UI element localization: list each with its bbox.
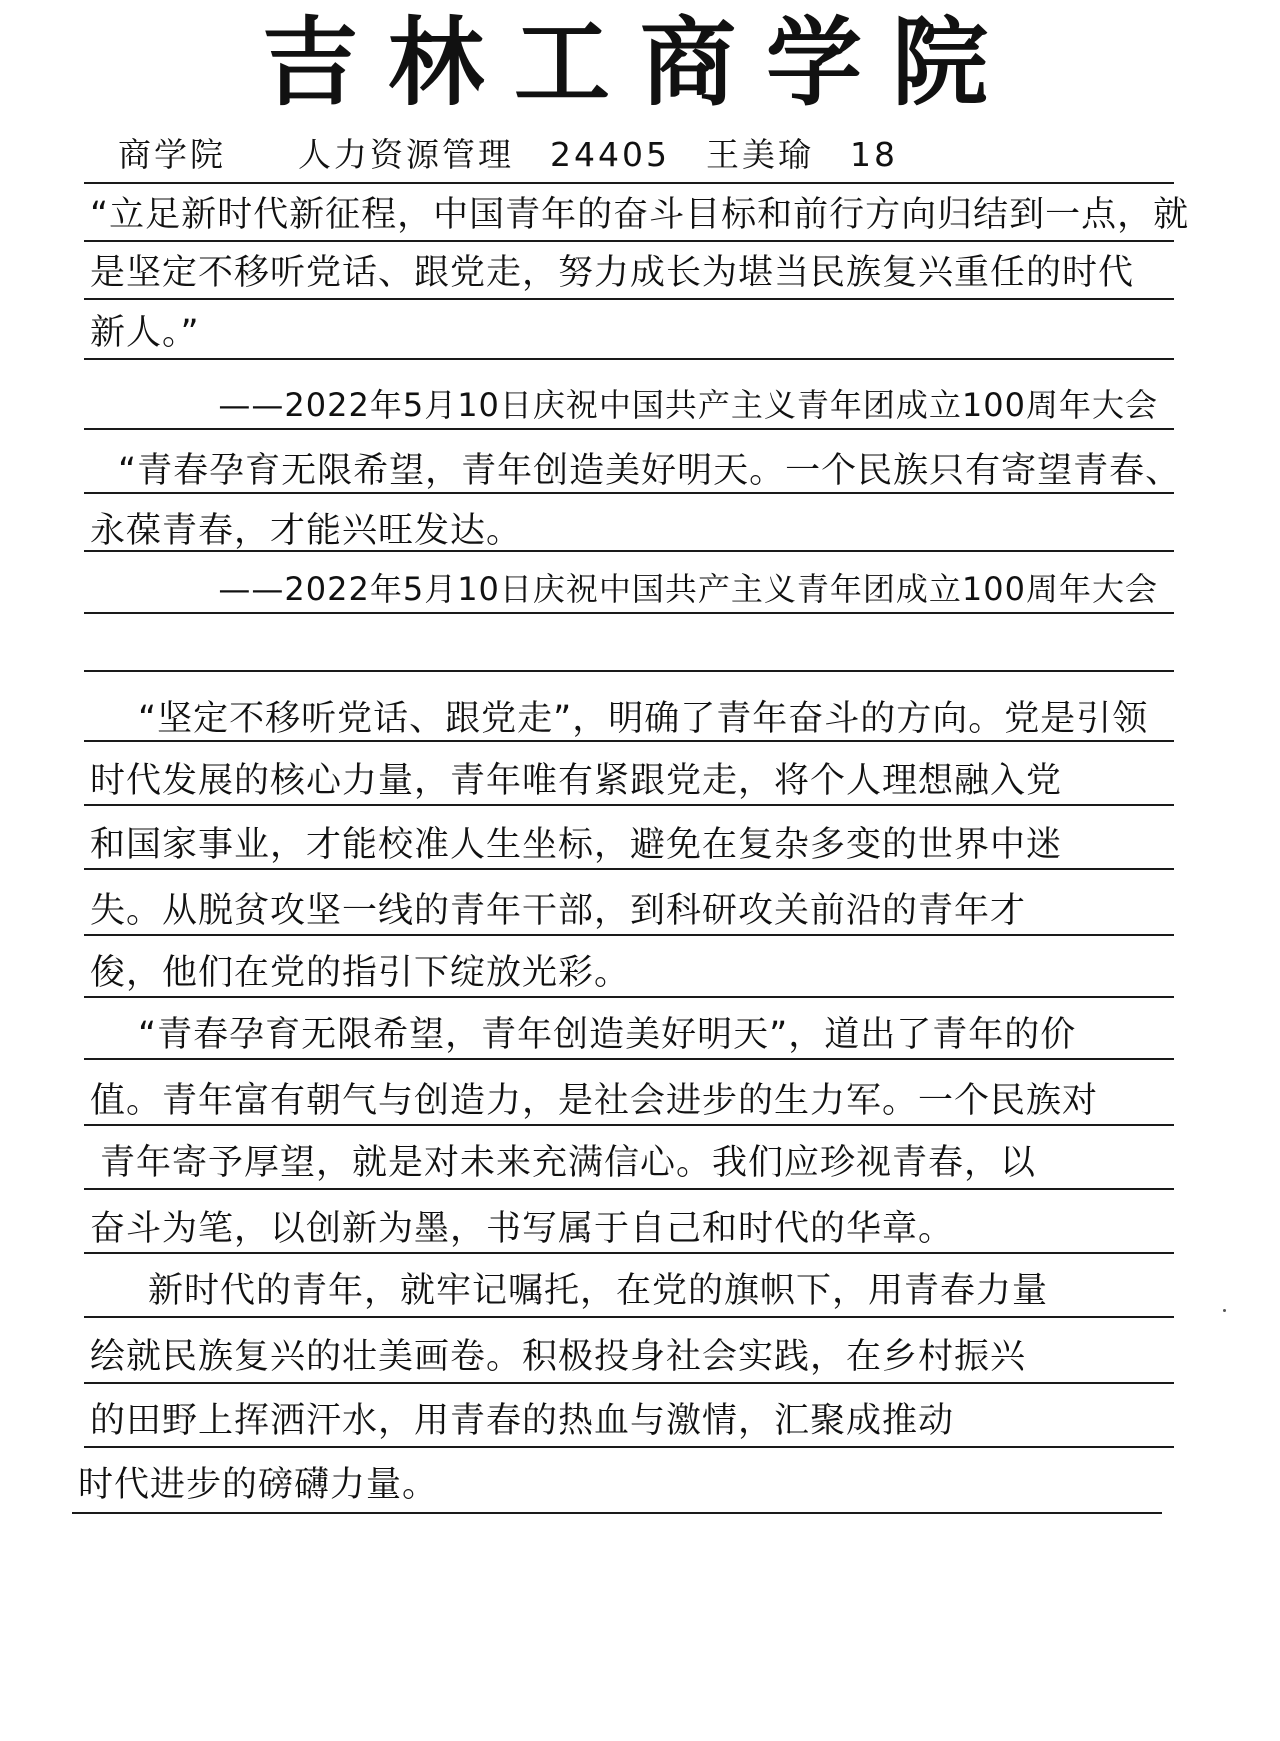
ruled-line xyxy=(84,1188,1174,1190)
essay-line: 的田野上挥洒汗水，用青春的热血与激情，汇聚成推动 xyxy=(90,1401,955,1441)
essay-line: 失。从脱贫攻坚一线的青年干部，到科研攻关前沿的青年才 xyxy=(90,891,1027,931)
ruled-line xyxy=(84,996,1174,998)
quote-line: “立足新时代新征程，中国青年的奋斗目标和前行方向归结到一点，就 xyxy=(90,195,1190,235)
ruled-line xyxy=(84,1058,1174,1060)
essay-line: 奋斗为笔，以创新为墨，书写属于自己和时代的华章。 xyxy=(90,1209,955,1249)
ruled-line xyxy=(84,1316,1174,1318)
quote-source: ——2022年5月10日庆祝中国共产主义青年团成立100周年大会 xyxy=(218,386,1158,424)
essay-line: 青年寄予厚望，就是对未来充满信心。我们应珍视青春，以 xyxy=(100,1143,1037,1183)
college-title: 吉林工商学院 xyxy=(262,6,1018,119)
ruled-line xyxy=(84,182,1174,184)
ruled-line xyxy=(84,492,1174,494)
essay-line: “坚定不移听党话、跟党走”，明确了青年奋斗的方向。党是引领 xyxy=(138,699,1149,739)
ruled-line xyxy=(84,670,1174,672)
essay-line: 俊，他们在党的指引下绽放光彩。 xyxy=(90,953,631,993)
student-info-header: 商学院 人力资源管理 24405 王美瑜 18 xyxy=(118,135,898,174)
ink-speck xyxy=(1223,1309,1226,1312)
ruled-line xyxy=(84,612,1174,614)
quote-line: 永葆青春，才能兴旺发达。 xyxy=(90,511,523,551)
quote-line: 是坚定不移听党话、跟党走，努力成长为堪当民族复兴重任的时代 xyxy=(90,253,1135,293)
essay-line: 值。青年富有朝气与创造力，是社会进步的生力军。一个民族对 xyxy=(90,1081,1099,1121)
ruled-line xyxy=(84,1382,1174,1384)
ruled-line xyxy=(84,1446,1174,1448)
ruled-line xyxy=(84,298,1174,300)
ruled-line xyxy=(84,1252,1174,1254)
quote-source: ——2022年5月10日庆祝中国共产主义青年团成立100周年大会 xyxy=(218,570,1158,608)
essay-line: 时代进步的磅礴力量。 xyxy=(78,1465,439,1505)
ruled-line xyxy=(84,804,1174,806)
ruled-line xyxy=(84,868,1174,870)
essay-line: 绘就民族复兴的壮美画卷。积极投身社会实践，在乡村振兴 xyxy=(90,1337,1027,1377)
essay-line: “青春孕育无限希望，青年创造美好明天”，道出了青年的价 xyxy=(138,1015,1077,1055)
ruled-line xyxy=(72,1512,1162,1514)
ruled-line xyxy=(84,358,1174,360)
ruled-line xyxy=(84,550,1174,552)
ruled-line xyxy=(84,740,1174,742)
ruled-line xyxy=(84,934,1174,936)
quote-line: 新人。” xyxy=(90,313,200,353)
ruled-line xyxy=(84,240,1174,242)
quote-line: “青春孕育无限希望，青年创造美好明天。一个民族只有寄望青春、 xyxy=(118,451,1182,491)
ruled-line xyxy=(84,428,1174,430)
essay-line: 时代发展的核心力量，青年唯有紧跟党走，将个人理想融入党 xyxy=(90,761,1063,801)
essay-line: 新时代的青年，就牢记嘱托，在党的旗帜下，用青春力量 xyxy=(148,1271,1049,1311)
ruled-line xyxy=(84,1124,1174,1126)
essay-line: 和国家事业，才能校准人生坐标，避免在复杂多变的世界中迷 xyxy=(90,825,1063,865)
